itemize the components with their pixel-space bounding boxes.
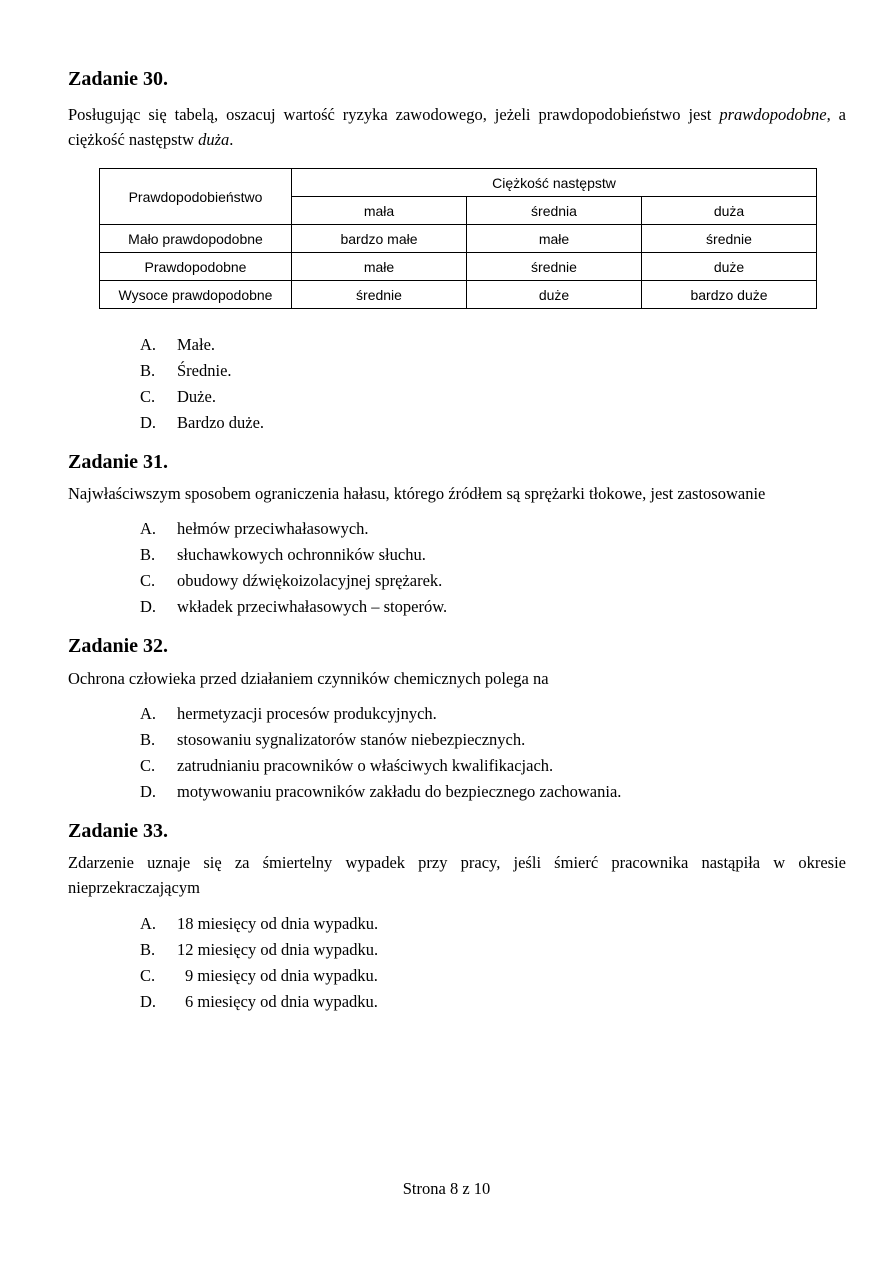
option-text: 9 miesięcy od dnia wypadku. <box>185 966 378 985</box>
task-33-options <box>140 911 378 1015</box>
row-label: Prawdopodobne <box>100 253 292 281</box>
option-letter: B. <box>140 940 156 959</box>
answer-option-a[interactable] <box>140 516 447 542</box>
option-letter: C. <box>140 966 156 985</box>
table-row <box>100 281 817 309</box>
answer-option-d[interactable] <box>140 779 621 805</box>
severity-level: mała <box>292 197 467 225</box>
table-row <box>100 253 817 281</box>
option-text: 18 miesięcy od dnia wypadku. <box>177 914 379 933</box>
task-33-question: Zdarzenie uznaje się za śmiertelny wypadek przy pracy, jeśli śmierć pracownika nastąpiła w okresie nieprzekraczającym <box>68 853 846 897</box>
answer-option-c[interactable] <box>140 963 378 989</box>
table-cell: małe <box>292 253 467 281</box>
option-text: 6 miesięcy od dnia wypadku. <box>185 992 378 1011</box>
answer-option-d[interactable] <box>140 410 264 436</box>
option-letter: C. <box>140 756 156 775</box>
task-30-question-part1: Posługując się tabelą, oszacuj wartość ryzyka zawodowego, jeżeli prawdopodobieństwo jest <box>68 105 720 124</box>
task-30-question-italic2: duża <box>198 130 230 149</box>
option-text: Duże. <box>177 387 216 406</box>
option-letter: A. <box>140 704 157 723</box>
answer-option-c[interactable] <box>140 753 621 779</box>
option-text: Małe. <box>177 335 216 354</box>
task-30-title: Zadanie 30. <box>68 68 169 90</box>
table-cell: średnie <box>292 281 467 309</box>
option-letter: B. <box>140 361 156 380</box>
task-32-title: Zadanie 32. <box>68 635 169 657</box>
table-cell: duże <box>642 253 817 281</box>
task-31-question: Najwłaściwszym sposobem ograniczenia hałasu, którego źródłem są sprężarki tłokowe, jest zastosowanie <box>68 484 766 503</box>
option-letter: A. <box>140 914 157 933</box>
option-letter: C. <box>140 387 156 406</box>
row-label: Wysoce prawdopodobne <box>100 281 292 309</box>
option-letter: D. <box>140 782 157 801</box>
option-letter: D. <box>140 992 157 1011</box>
answer-option-b[interactable] <box>140 358 264 384</box>
option-text: wkładek przeciwhałasowych – stoperów. <box>177 597 448 616</box>
option-text: Średnie. <box>177 361 232 380</box>
answer-option-a[interactable] <box>140 911 378 937</box>
task-30-question <box>68 102 846 152</box>
option-letter: B. <box>140 730 156 749</box>
option-text: obudowy dźwiękoizolacyjnej sprężarek. <box>177 571 443 590</box>
answer-option-a[interactable] <box>140 332 264 358</box>
table-cell: duże <box>467 281 642 309</box>
task-30-question-italic1: prawdopodobne <box>719 105 827 124</box>
table-cell: średnie <box>642 225 817 253</box>
answer-option-d[interactable] <box>140 594 447 620</box>
answer-option-d[interactable] <box>140 989 378 1015</box>
table-cell: bardzo duże <box>642 281 817 309</box>
header-probability: Prawdopodobieństwo <box>100 169 292 225</box>
table-header-row <box>100 169 817 197</box>
severity-level: średnia <box>467 197 642 225</box>
option-text: stosowaniu sygnalizatorów stanów niebezpiecznych. <box>177 730 526 749</box>
risk-matrix-table <box>99 168 817 309</box>
option-text: 12 miesięcy od dnia wypadku. <box>177 940 379 959</box>
severity-level: duża <box>642 197 817 225</box>
task-33-title: Zadanie 33. <box>68 820 169 842</box>
answer-option-b[interactable] <box>140 727 621 753</box>
answer-option-c[interactable] <box>140 384 264 410</box>
option-text: słuchawkowych ochronników słuchu. <box>177 545 426 564</box>
task-30-question-part3: . <box>229 130 234 149</box>
option-letter: D. <box>140 597 157 616</box>
answer-option-b[interactable] <box>140 937 378 963</box>
answer-option-a[interactable] <box>140 701 621 727</box>
option-text: hełmów przeciwhałasowych. <box>177 519 369 538</box>
task-31-options <box>140 516 447 620</box>
answer-option-c[interactable] <box>140 568 447 594</box>
option-letter: D. <box>140 413 157 432</box>
row-label: Mało prawdopodobne <box>100 225 292 253</box>
task-31-title: Zadanie 31. <box>68 451 169 473</box>
header-severity: Ciężkość następstw <box>292 169 817 197</box>
task-30-question-part2: , a ciężkość następstw <box>68 105 846 149</box>
option-text: hermetyzacji procesów produkcyjnych. <box>177 704 437 723</box>
option-letter: A. <box>140 335 157 354</box>
option-text: motywowaniu pracowników zakładu do bezpiecznego zachowania. <box>177 782 622 801</box>
table-cell: średnie <box>467 253 642 281</box>
option-letter: A. <box>140 519 157 538</box>
task-30-options <box>140 332 264 436</box>
task-32-options <box>140 701 621 805</box>
table-cell: bardzo małe <box>292 225 467 253</box>
task-32-question: Ochrona człowieka przed działaniem czynników chemicznych polega na <box>68 669 549 688</box>
table-row <box>100 225 817 253</box>
option-text: zatrudnianiu pracowników o właściwych kwalifikacjach. <box>177 756 554 775</box>
table-cell: małe <box>467 225 642 253</box>
option-letter: C. <box>140 571 156 590</box>
option-letter: B. <box>140 545 156 564</box>
option-text: Bardzo duże. <box>177 413 265 432</box>
page-number-footer: Strona 8 z 10 <box>402 1179 491 1198</box>
answer-option-b[interactable] <box>140 542 447 568</box>
